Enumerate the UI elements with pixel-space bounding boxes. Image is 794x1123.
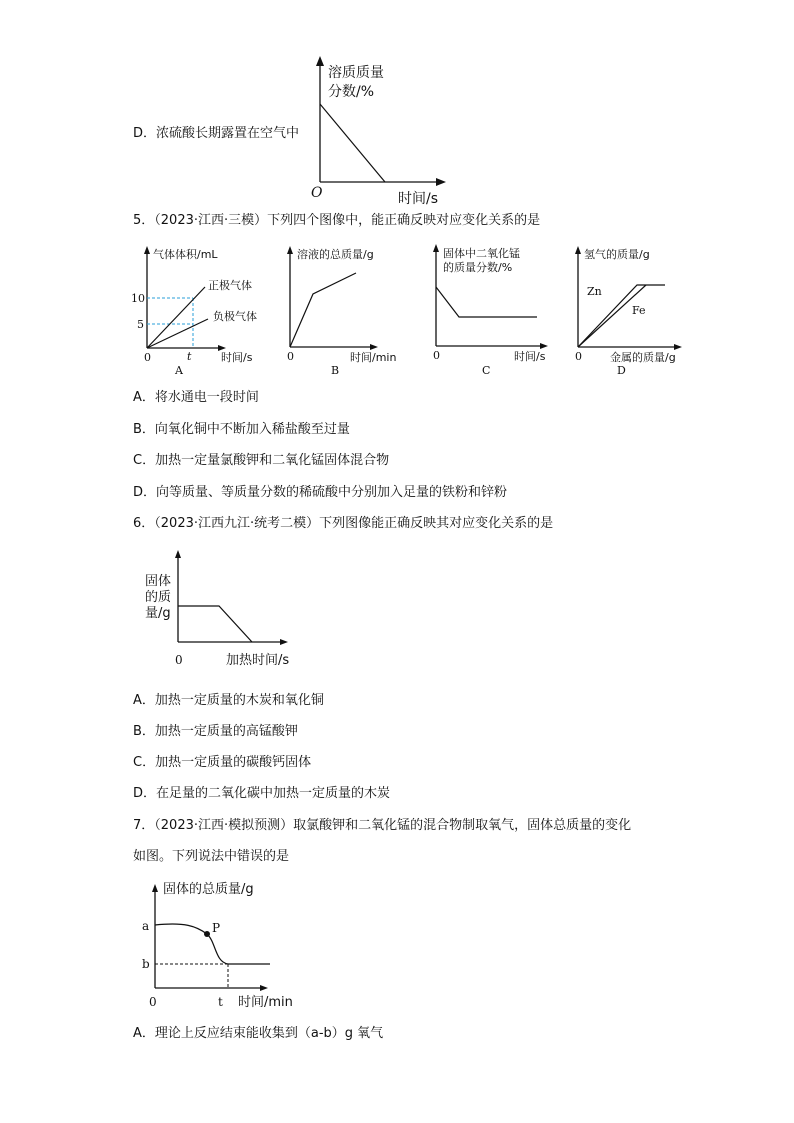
q7-stem-line-2: 如图。下列说法中错误的是: [133, 849, 290, 864]
q5c-ylabel-1: 固体中二氧化锰: [443, 247, 520, 260]
q6-option-d: D．在足量的二氧化碳中加热一定质量的木炭: [133, 786, 391, 801]
q5-option-b: B．向氧化铜中不断加入稀盐酸至过量: [133, 422, 350, 437]
q5d-origin: 0: [575, 350, 582, 363]
q7-tick-b: b: [142, 957, 150, 971]
q5a-xlabel: 时间/s: [221, 351, 253, 364]
q5b-xlabel: 时间/min: [350, 351, 397, 364]
q5b-origin: 0: [287, 350, 294, 363]
q6-xlabel: 加热时间/s: [226, 653, 290, 668]
q6-ylabel-2: 的质: [145, 590, 172, 605]
q5c-origin: 0: [433, 349, 440, 362]
q5d-ylabel: 氢气的质量/g: [584, 248, 650, 261]
q5a-tick-t: t: [187, 350, 192, 363]
q5a-origin: 0: [144, 351, 151, 364]
q7-x-arrow: [260, 985, 268, 991]
q7-point-p-marker: [204, 931, 210, 937]
q6-stem: 6．（2023·江西九江·统考二模）下列图像能正确反映其对应变化关系的是: [133, 516, 554, 531]
q5-option-c: C．加热一定量氯酸钾和二氧化锰固体混合物: [133, 453, 390, 468]
q7-stem-line-1: 7．（2023·江西·模拟预测）取氯酸钾和二氧化锰的混合物制取氧气，固体总质量的变化: [133, 818, 632, 833]
q5-option-a: A．将水通电一段时间: [133, 390, 259, 405]
q5d-label-zn: Zn: [587, 285, 602, 298]
q4-ylabel-2: 分数/%: [328, 84, 375, 100]
q7-tick-t: t: [218, 995, 223, 1009]
q5c-xlabel: 时间/s: [514, 350, 546, 363]
q5a-tick-5: 5: [137, 318, 144, 331]
q5b-ylabel: 溶液的总质量/g: [297, 248, 374, 261]
q5a-label-positive: 正极气体: [208, 279, 252, 292]
q5a-label-negative: 负极气体: [213, 310, 257, 323]
q5c-ylabel-2: 的质量分数/%: [443, 261, 513, 274]
q7-option-a: A．理论上反应结束能收集到（a-b）g 氧气: [133, 1026, 384, 1041]
q5-stem: 5．（2023·江西·三模）下列四个图像中，能正确反映对应变化关系的是: [133, 213, 541, 228]
q6-option-a: A．加热一定质量的木炭和氧化铜: [133, 693, 324, 708]
q6-origin: 0: [175, 653, 183, 667]
q7-y-arrow: [152, 884, 158, 892]
q5c-caption: C: [482, 364, 491, 377]
q7-origin: 0: [149, 995, 157, 1009]
q7-tick-a: a: [142, 919, 150, 933]
q7-ylabel: 固体的总质量/g: [163, 882, 254, 897]
q7-label-p: P: [212, 921, 221, 935]
q6-ylabel-1: 固体: [145, 574, 172, 589]
q6-option-c: C．加热一定质量的碳酸钙固体: [133, 755, 312, 770]
q5d-caption: D: [617, 364, 626, 377]
q4-option-d: D．浓硫酸长期露置在空气中: [133, 126, 300, 141]
q7-xlabel: 时间/min: [238, 995, 293, 1010]
q5a-tick-10: 10: [131, 292, 145, 305]
q5d-xlabel: 金属的质量/g: [610, 351, 676, 364]
q5b-caption: B: [331, 364, 340, 377]
q5a-caption: A: [175, 364, 183, 377]
q5-option-d: D．向等质量、等质量分数的稀硫酸中分别加入足量的铁粉和锌粉: [133, 485, 508, 500]
q6-option-b: B．加热一定质量的高锰酸钾: [133, 724, 298, 739]
q4-ylabel-1: 溶质质量: [328, 65, 384, 81]
q6-ylabel-3: 量/g: [145, 606, 171, 621]
q4-xlabel: 时间/s: [398, 191, 439, 207]
q5d-label-fe: Fe: [632, 304, 646, 317]
q5a-ylabel: 气体体积/mL: [153, 248, 218, 261]
q4-origin: O: [311, 185, 323, 201]
